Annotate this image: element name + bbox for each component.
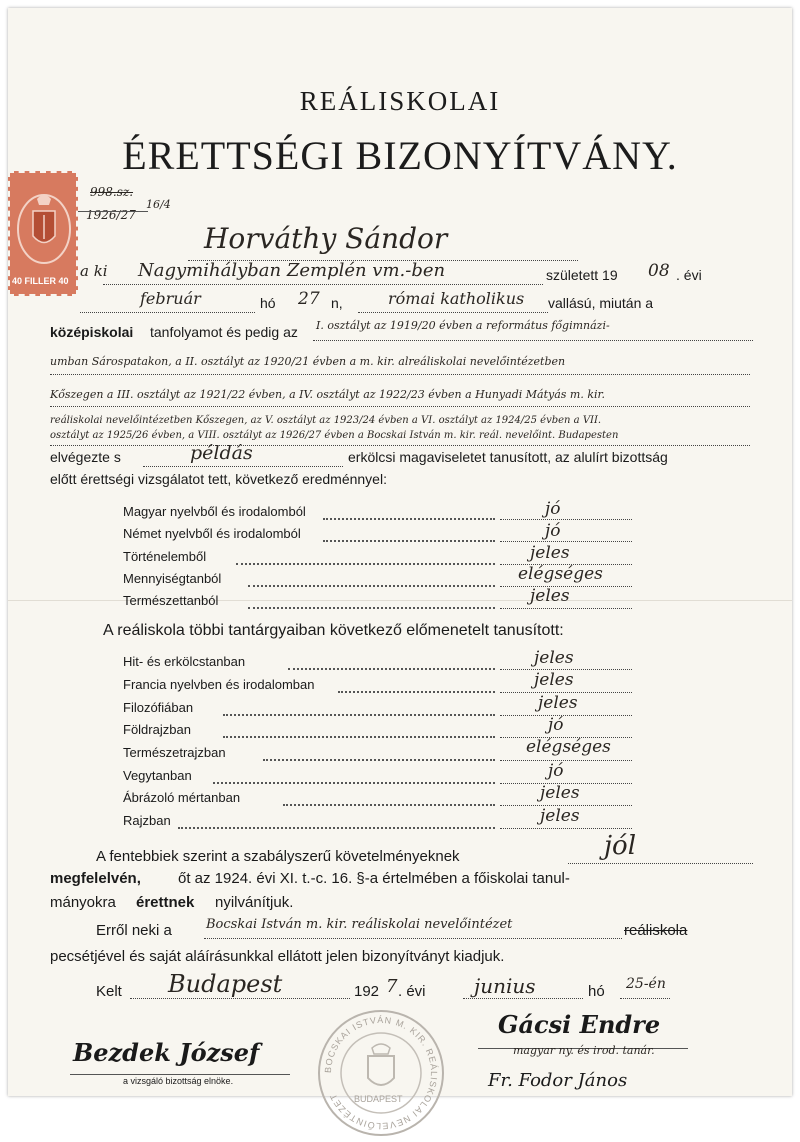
- stamp-ref-side: 16/4: [146, 198, 171, 211]
- conduct-grade: példás: [190, 442, 253, 464]
- other-subject: Földrajzban: [123, 722, 191, 737]
- signature-chair-caption: a vizsgáló bizottság elnöke.: [123, 1076, 234, 1086]
- exam-subject: Német nyelvből és irodalomból: [123, 526, 301, 541]
- school-mid-text: tanfolyamot és pedig az: [150, 324, 298, 340]
- conclusion-bold-1: megfelelvén,: [50, 870, 141, 887]
- other-grade: jó: [548, 715, 564, 735]
- year-label: . évi: [676, 267, 702, 283]
- revenue-stamp: [8, 171, 78, 296]
- other-subject: Vegytanban: [123, 768, 192, 783]
- dated-label: Kelt: [96, 983, 122, 1000]
- conclusion-line-2: őt az 1924. évi XI. t.-c. 16. §-a értelmében a főiskolai tanul-: [178, 870, 570, 887]
- conclusion-line-5: pecsétjével és saját aláírásunkkal ellátott jelen bizonyítványt kiadjuk.: [50, 948, 505, 965]
- exam-grade: jó: [545, 499, 561, 519]
- other-subject: Hit- és erkölcstanban: [123, 654, 246, 669]
- religion-label: vallású, miután a: [548, 295, 654, 311]
- hungarian-coat-of-arms-icon: [11, 181, 77, 271]
- dated-year-digit: 7: [386, 976, 398, 997]
- dated-year-prefix: 192: [354, 983, 380, 1000]
- other-subject: Francia nyelvben és irodalomban: [123, 677, 315, 692]
- day-suffix: n,: [331, 295, 343, 311]
- exam-subject: Történelemből: [123, 549, 207, 564]
- conclusion-line-3a: mányokra: [50, 894, 116, 911]
- other-grade: jó: [548, 761, 564, 781]
- other-grade: jeles: [540, 783, 580, 803]
- other-subject: Rajzban: [123, 813, 171, 828]
- day-label: hó: [260, 295, 276, 311]
- stamp-ref-bottom: 1926/27: [86, 208, 136, 222]
- school-hand-2: umban Sárospatakon, a II. osztályt az 1920/21 évben a m. kir. alreáliskolai nevelőintézetben: [50, 355, 566, 368]
- dated-month: junius: [474, 974, 536, 998]
- school-hand-4: reáliskolai nevelőintézetben Kőszegen, az V. osztályt az 1923/24 évben a VI. osztályt az 1924/25 évben a VII.: [50, 415, 602, 426]
- conclusion-line-3b: nyilvánítjuk.: [215, 894, 294, 911]
- birth-month: február: [140, 289, 201, 308]
- exam-subject: Mennyiségtanból: [123, 571, 222, 586]
- dated-day: 25-én: [626, 976, 666, 992]
- seal-text: BOCSKAI ISTVÁN M. KIR. REÁLISKOLAI NEVELŐINTÉZET: [322, 1014, 440, 1132]
- completed-label: elvégezte s: [50, 449, 121, 465]
- other-grade: elégséges: [526, 737, 611, 757]
- stamp-ref-top: 998.sz.: [90, 185, 134, 199]
- exam-grade: jó: [545, 521, 561, 541]
- exam-subject: Természettanból: [123, 593, 219, 608]
- dated-place: Budapest: [168, 970, 283, 998]
- school-type: középiskolai: [50, 324, 134, 340]
- student-name: Horváthy Sándor: [204, 222, 448, 255]
- signature-teacher-caption: magyar ny. és irod. tanár.: [513, 1044, 655, 1057]
- signature-chair: Bezdek József: [73, 1038, 260, 1067]
- dated-year-label: . évi: [398, 983, 426, 1000]
- conduct-text: erkölcsi magaviseletet tanusított, az alulírt bizottság: [348, 449, 668, 465]
- issuing-end: reáliskola: [624, 922, 688, 939]
- exam-grade: elégséges: [518, 564, 603, 584]
- other-subjects-heading: A reáliskola többi tantárgyaiban következő előmenetelt tanusított:: [103, 622, 564, 639]
- school-hand-3: Kőszegen a III. osztályt az 1921/22 évben, a IV. osztályt az 1922/23 évben a Hunyadi Mátyás m. kir.: [50, 388, 606, 401]
- overall-result: jól: [604, 831, 637, 861]
- title-line-1: REÁLISKOLAI: [299, 86, 501, 116]
- other-subject: Ábrázoló mértanban: [123, 790, 241, 805]
- certificate-page: [8, 8, 792, 1132]
- birth-place: Nagymihályban Zemplén vm.-ben: [138, 260, 446, 281]
- religion: római katholikus: [388, 289, 525, 308]
- dated-day-label: hó: [588, 983, 605, 1000]
- other-subject: Filozófiában: [123, 700, 194, 715]
- birth-year: 08: [648, 261, 670, 281]
- issuing-text: Erről neki a: [96, 922, 172, 939]
- born-label: született 19: [546, 267, 618, 283]
- school-hand-1: I. osztályt az 1919/20 évben a református főgimnázi-: [316, 319, 610, 332]
- other-subject: Természetrajzban: [123, 745, 226, 760]
- exam-grade: jeles: [530, 543, 570, 563]
- exam-text: előtt érettségi vizsgálatot tett, következő eredménnyel:: [50, 471, 387, 487]
- other-grade: jeles: [540, 806, 580, 826]
- other-grade: jeles: [538, 693, 578, 713]
- other-grade: jeles: [534, 670, 574, 690]
- title-line-2: ÉRETTSÉGI BIZONYÍTVÁNY.: [122, 133, 678, 178]
- school-seal: [316, 1008, 446, 1138]
- birth-day: 27: [298, 289, 320, 309]
- birth-prefix: a ki: [80, 262, 108, 280]
- conclusion-line-1: A fentebbiek szerint a szabályszerű követelményeknek: [96, 848, 460, 865]
- signature-second: Fr. Fodor János: [488, 1070, 628, 1091]
- seal-bottom: BUDAPEST: [354, 1094, 403, 1104]
- exam-subject: Magyar nyelvből és irodalomból: [123, 504, 306, 519]
- conclusion-bold-2: érettnek: [136, 894, 195, 911]
- school-hand-5: osztályt az 1925/26 évben, a VIII. osztályt az 1926/27 évben a Bocskai István m. kir. reál. nevelőint. Budapesten: [50, 430, 619, 441]
- exam-grade: jeles: [530, 586, 570, 606]
- signature-teacher: Gácsi Endre: [498, 1010, 661, 1039]
- issuing-school: Bocskai István m. kir. reáliskolai nevelőintézet: [206, 917, 513, 932]
- stamp-value: 40 FILLER 40: [12, 276, 69, 286]
- other-grade: jeles: [534, 648, 574, 668]
